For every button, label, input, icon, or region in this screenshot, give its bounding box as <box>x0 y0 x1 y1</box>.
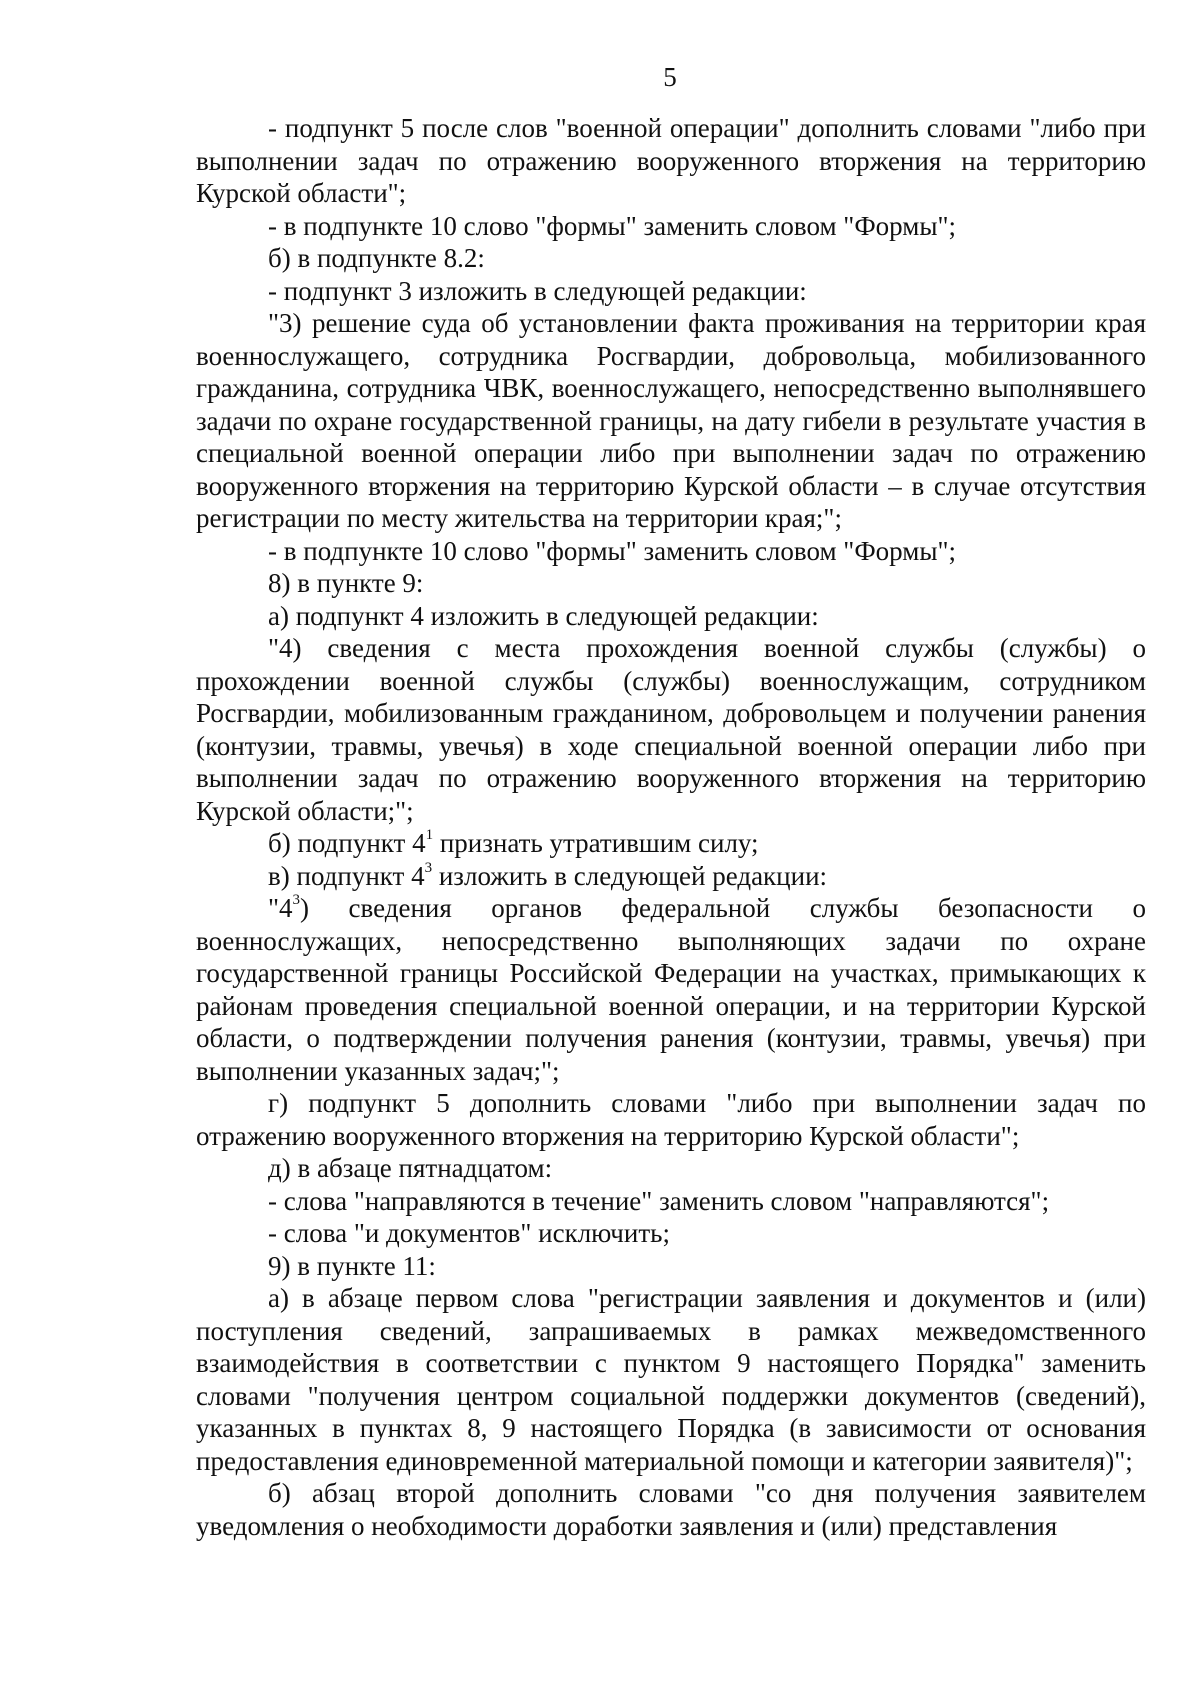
paragraph: а) в абзаце первом слова "регистрации заявления и документов и (или) поступления сведений, запрашиваемых в рамках межведомственного взаимодействия в соответствии с пунктом 9 настоящего Порядка" заменить словами "получения центром социальной поддержки документов (сведений), указанных в пунктах 8, 9 настоящего Порядка (в зависимости от основания предоставления единовременной материальной помощи и категории заявителя)"; <box>196 1283 1146 1476</box>
superscript: 3 <box>424 859 433 876</box>
paragraph: - подпункт 3 изложить в следующей редакции: <box>268 275 807 306</box>
paragraph: - в подпункте 10 слово "формы" заменить словом "Формы"; <box>268 210 956 241</box>
paragraph-text: в) подпункт 4 <box>268 860 425 891</box>
paragraph: - слова "направляются в течение" заменить словом "направляются"; <box>268 1185 1050 1216</box>
paragraph: а) подпункт 4 изложить в следующей редакции: <box>268 600 819 631</box>
paragraph: г) подпункт 5 дополнить словами "либо при выполнении задач по отражению вооруженного вторжения на территорию Курской области"; <box>196 1088 1146 1151</box>
superscript: 3 <box>292 892 301 908</box>
page-number: 5 <box>663 62 677 92</box>
superscript: 1 <box>425 827 434 843</box>
paragraph-text: "4 <box>268 893 293 923</box>
paragraph <box>196 827 1146 860</box>
paragraph <box>196 892 1146 1087</box>
paragraph-text: изложить в следующей редакции: <box>432 860 828 891</box>
paragraph: "3) решение суда об установлении факта проживания на территории края военнослужащего, сотрудника Росгвардии, добровольца, мобилизованного гражданина, сотрудника ЧВК, военнослужащего, непосредственно выполнявшего задачи по охране государственной границы, на дату гибели в результате участия в специальной военной операции либо при выполнении задач по отражению вооруженного вторжения на территорию Курской области – в случае отсутствия регистрации по месту жительства на территории края;"; <box>196 308 1146 533</box>
paragraph: "4) сведения с места прохождения военной службы (службы) о прохождении военной службы (службы) военнослужащим, сотрудником Росгвардии, мобилизованным гражданином, добровольцем и получении ранения (контузии, травмы, увечья) в ходе специальной военной операции либо при выполнении задач по отражению вооруженного вторжения на территорию Курской области;"; <box>196 633 1146 826</box>
document-body <box>196 112 1146 1542</box>
paragraph: 8) в пункте 9: <box>268 568 424 598</box>
paragraph: д) в абзаце пятнадцатом: <box>268 1153 553 1183</box>
paragraph: - слова "и документов" исключить; <box>268 1218 670 1248</box>
paragraph: б) абзац второй дополнить словами "со дня получения заявителем уведомления о необходимости доработки заявления и (или) представления <box>196 1478 1146 1541</box>
paragraph: - подпункт 5 после слов "военной операции" дополнить словами "либо при выполнении задач по отражению вооруженного вторжения на территорию Курской области"; <box>196 113 1146 208</box>
paragraph: - в подпункте 10 слово "формы" заменить словом "Формы"; <box>268 535 956 566</box>
paragraph <box>196 860 1146 893</box>
paragraph-text: б) подпункт 4 <box>268 828 426 858</box>
paragraph: 9) в пункте 11: <box>268 1250 436 1281</box>
paragraph-text: ) сведения органов федеральной службы безопасности о военнослужащих, непосредственно выполняющих задачи по охране государственной границы Российской Федерации на участках, примыкающих к районам проведения специальной военной операции, и на территории Курской области, о подтверждении получения ранения (контузии, травмы, увечья) при выполнении указанных задач;"; <box>196 893 1146 1086</box>
paragraph-text: признать утратившим силу; <box>433 828 759 858</box>
paragraph: б) в подпункте 8.2: <box>268 243 485 273</box>
